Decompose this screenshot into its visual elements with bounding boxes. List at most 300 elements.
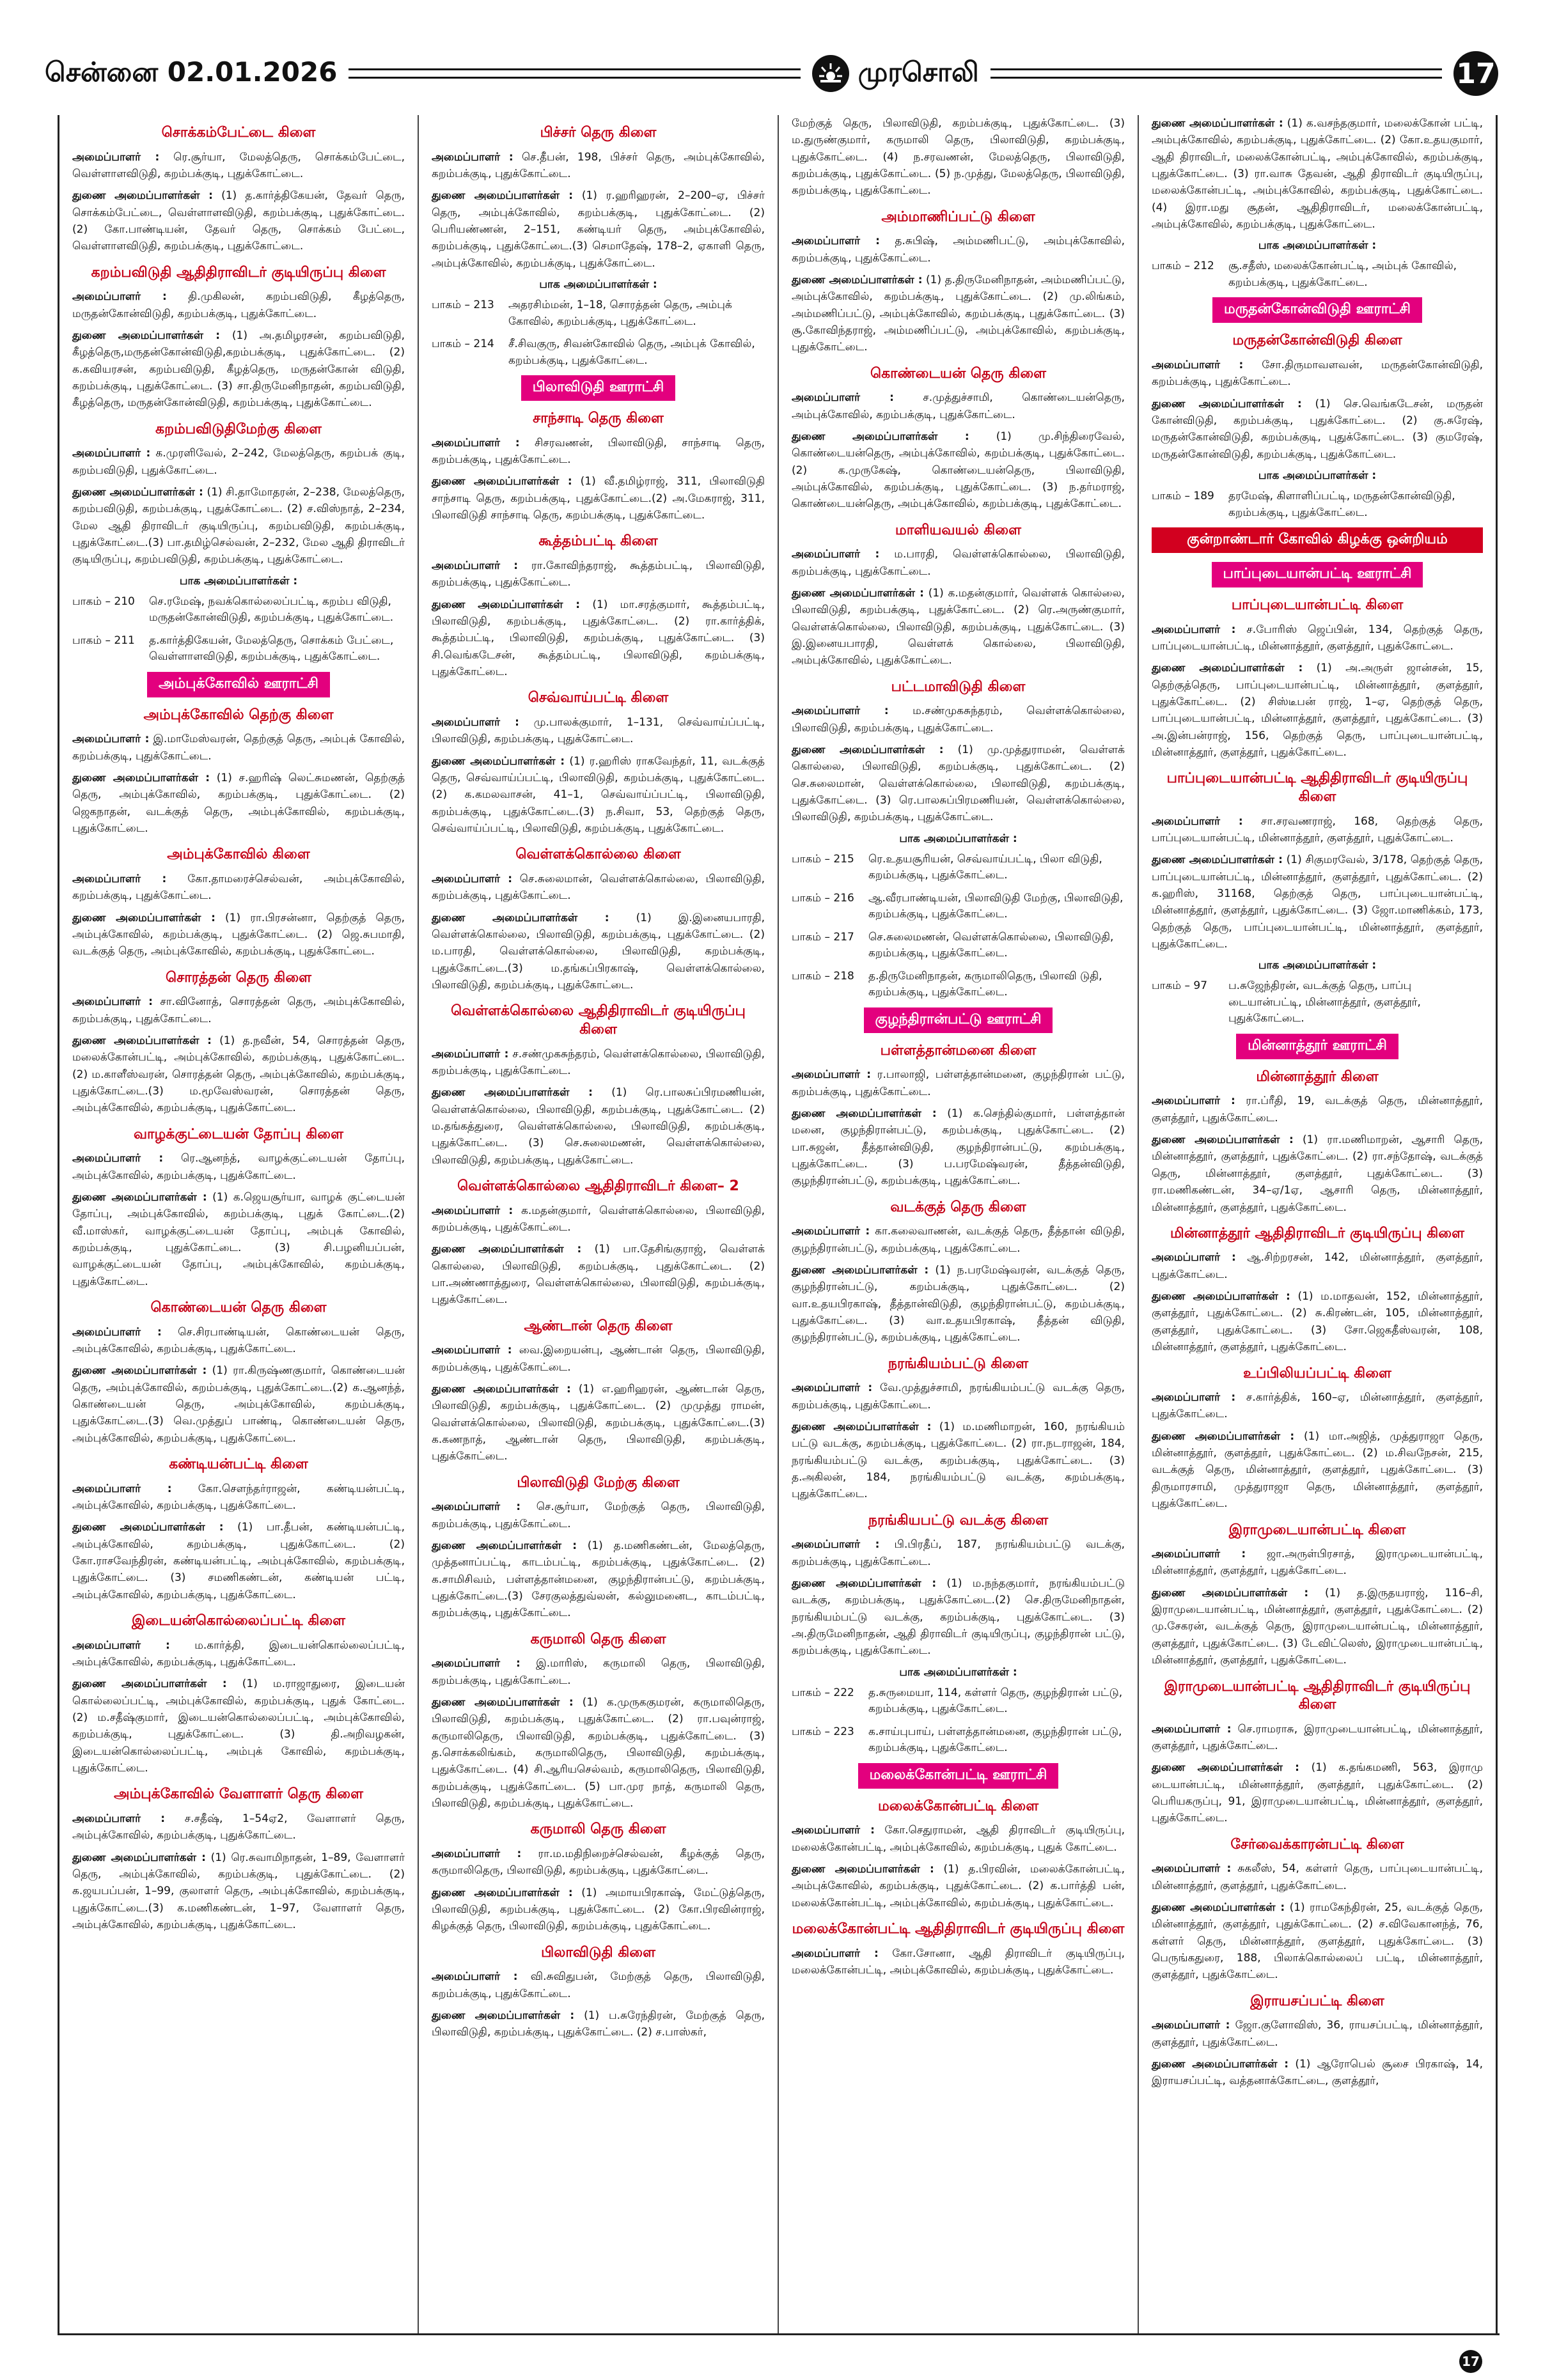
organiser-label: அமைப்பாளர் : [1152,1094,1235,1108]
entry-text: ஆ.சிற்றரசன், 142, மின்னாத்தூர், குளத்தூர், புதுக்கோட்டை. [1152,1251,1483,1281]
booth-section-heading: பாக அமைப்பாளர்கள் : [899,1665,1017,1679]
organiser-label: அமைப்பாளர் : [432,715,519,729]
entry-text: ச.சதீஷ், 1–54ஏ2, வேளாளர் தெரு, அம்புக்கோவில், கறம்பக்குடி, புதுக்கோட்டை. [72,1812,405,1842]
edition-date: சென்னை 02.01.2026 [45,56,338,88]
deputies-label: துணை அமைப்பாளர்கள் : [792,1863,934,1876]
deputies-label: துணை அமைப்பாளர்கள் : [792,743,944,756]
entry-text: (1) ஆரோபெல் சூசை பிரகாஷ், 14, இராயசப்பட்டி, வத்தனாக்கோட்டை, குளத்தூர், [1152,2058,1483,2088]
booth-entry [1152,488,1483,521]
booth-organiser: அதரசிம்மன், 1–18, சொரத்தன் தெரு, அம்புக் கோவில், கறம்பக்குடி, புதுக்கோட்டை. [508,299,732,328]
organiser-label: அமைப்பாளர் : [432,1344,512,1357]
entry-text: (1) மா.அஜித், முத்துராஜா தெரு, மின்னாத்தூர், குளத்தூர், புதுக்கோட்டை. (2) ம.சிவநேசன், 215, வடக்குத் தெரு, மின்னாத்தூர், குளத்தூர், புதுக்கோட்டை. (3) திருமாரசாமி, முத்துராஜா தெரு, மின்னாத்தூர், குளத்தூர், புதுக்கோட்டை. [1152,1429,1483,1511]
booth-organiser: சீ.சிவகுரு, சிவன்கோவில் தெரு, அம்புக் கோவில், கறம்பக்குடி, புதுக்கோட்டை. [508,338,755,367]
deputy-organisers-entry [72,1849,405,1934]
branch-heading: ஆண்டான் தெரு கிளை [524,1318,673,1334]
branch-heading: பிச்சர் தெரு கிளை [540,125,657,141]
entry-text: ரா.ப்ரீதி, 19, வடக்குத் தெரு, மின்னாத்தூர், குளத்தூர், புதுக்கோட்டை. [1152,1094,1484,1124]
organiser-entry [72,871,405,905]
entry-text: (1) த.நவீன், 54, சொரத்தன் தெரு, மலைக்கோன்பட்டி, அம்புக்கோவில், கறம்பக்குடி, புதுக்கோட்டை.(2) ம.காளீஸ்வரன், சொரத்தன் தெரு, அம்புக்கோவில், கறம்பக்குடி, புதுக்கோட்டை.(3) ம.மூவேஸ்வரன், சொரத்தன் தெரு, அம்புக்கோவில், கறம்பக்குடி, புதுக்கோட்டை. [72,1034,405,1115]
booth-number: பாகம் – 215 [792,852,854,866]
branch-heading: சொரத்தன் தெரு கிளை [165,969,311,986]
entry-text: (1) ம.மணிமாறன், 160, நரங்கியம் பட்டு வடக்கு, கறம்பக்குடி, புதுக்கோட்டை. (2) ரா.நடராஜன், 184, நரங்கியம்பட்டு வடக்கு, கறம்பக்குடி, புதுக்கோட்டை. (3) த.அகிலன், 184, நரங்கியம்பட்டு வடக்கு, கறம்பக்குடி, புதுக்கோட்டை. [792,1420,1125,1501]
article-columns [58,115,1500,2333]
deputies-label: துணை அமைப்பாளர்கள் : [432,475,572,488]
booth-entry [432,297,765,330]
organiser-label: அமைப்பாளர் : [432,559,519,572]
deputies-label: துணை அமைப்பாளர்கள் : [72,329,221,342]
deputies-label: துணை அமைப்பாளர்கள் : [1152,853,1283,867]
organiser-label: அமைப்பாளர் : [72,1638,170,1652]
booth-entry [792,968,1125,1001]
branch-heading: அம்புக்கோவில் கிளை [167,846,310,863]
organiser-entry [432,1968,765,2002]
booth-number: பாகம் – 97 [1152,979,1208,993]
organiser-entry [72,445,405,479]
panchayat-banner: மின்னாத்தூர் ஊராட்சி [1236,1034,1398,1059]
entry-text: ச.போரிஸ் ஜெப்பின், 134, தெற்குத் தெரு, பாப்புடையான்பட்டி, மின்னாத்தூர், குளத்தூர், புதுக்கோட்டை. [1152,623,1483,653]
organiser-entry [1152,621,1483,655]
entry-text: (1) த.இருதயராஜ், 116–சி, இராமுடையான்பட்டி, மின்னாத்தூர், குளத்தூர், புதுக்கோட்டை. (2) மு.சேகரன், வடக்குத் தெரு, இராமுடையான்பட்டி, மின்னாத்தூர், குளத்தூர், புதுக்கோட்டை. (3) டேவிட்லெஸ், இராமுடையான்பட்டி, மின்னாத்தூர், குளத்தூர், புதுக்கோட்டை. [1152,1586,1484,1667]
entry-text: த.சுபிஷ், அம்மணிபட்டு, அம்புக்கோவில், கறம்பக்குடி, புதுக்கோட்டை. [792,235,1125,265]
booth-number: பாகம் – 222 [792,1686,854,1699]
entry-text: (1) செ.வெங்கடேசன், மருதன் கோன்விடுதி, கறம்பக்குடி, புதுக்கோட்டை. (2) கு.சுரேஷ், மருதன்கோன்விடுதி, கறம்பக்குடி, புதுக்கோட்டை. (3) குமரேஷ், மருதன்கோன்விடுதி, கறம்பக்குடி, புதுக்கோட்டை. [1152,397,1484,461]
newspaper-name: முரசொலி [858,56,979,88]
deputy-organisers-entry [72,1362,405,1447]
deputies-label: துணை அமைப்பாளர்கள் : [432,754,565,768]
organiser-label: அமைப்பாளர் : [1152,359,1244,371]
organiser-label: அமைப்பாளர் : [792,704,889,718]
deputies-label: துணை அமைப்பாளர்கள் : [432,189,574,203]
column-2 [418,115,778,2333]
branch-heading: கொண்டையன் தெரு கிளை [870,365,1047,382]
organiser-label: அமைப்பாளர் : [432,1500,521,1514]
organiser-entry [432,871,765,905]
organiser-entry [432,1655,765,1689]
booth-organiser: த.கார்த்திகேயன், மேலத்தெரு, சொக்கம் பேட்டை, வெள்ளாளவிடுதி, கறம்பக்குடி, புதுக்கோட்டை. [149,634,394,664]
organiser-label: அமைப்பாளர் : [792,1824,875,1837]
organiser-entry [792,389,1125,423]
organiser-label: அமைப்பாளர் : [792,1068,872,1082]
deputy-organisers-entry [432,753,765,837]
entry-text: (1) த.மணிகண்டன், மேலத்தெரு, முத்தனாப்பட்டி, காடம்பட்டி, கறம்பக்குடி, புதுக்கோட்டை. (2) க.சாமிசிவம், பள்ளத்தான்மனை, குழந்திரான்பட்டு, கறம்பக்குடி, புதுக்கோட்டை.(3) சேரகுலத்துவ்லன், கல்லுமனைட, காடம்பட்டி, கறம்பக்குடி, புதுக்கோட்டை. [432,1539,765,1620]
deputy-organisers-entry [72,1032,405,1117]
branch-heading: பள்ளத்தான்மனை கிளை [880,1042,1037,1059]
organiser-entry [1152,1389,1483,1423]
organiser-label: அமைப்பாளர் : [792,1225,870,1238]
entry-text: (1) இ.இனையபாரதி, வெள்ளக்கொல்லை, பிலாவிடுதி, கறம்பக்குடி, புதுக்கோட்டை. (2) ம.பாரதி, வெள்ளக்கொல்லை, பிலாவிடுதி, கறம்பக்குடி, புதுக்கோட்டை.(3) ம.தங்கப்பிரகாஷ், வெள்ளக்கொல்லை, பிலாவிடுதி, கறம்பக்குடி, புதுக்கோட்டை. [432,911,765,992]
organiser-label: அமைப்பாளர் : [72,872,167,885]
organiser-entry [792,546,1125,580]
deputy-organisers-entry [1152,852,1483,953]
organiser-label: அமைப்பாளர் : [1152,1391,1236,1404]
entry-text: ச.முத்துச்சாமி, கொண்டையன்தெரு, அம்புக்கோவில், கறம்பக்குடி, புதுக்கோட்டை. [792,391,1125,421]
organiser-entry [432,1498,765,1532]
deputies-label: துணை அமைப்பாளர்கள் : [792,1577,937,1590]
organiser-entry [1152,357,1483,391]
branch-heading: கூத்தம்பட்டி கிளை [538,533,658,550]
branch-heading: கருமாலி தெரு கிளை [530,1821,666,1838]
organiser-label: அமைப்பாளர் : [1152,814,1243,828]
branch-heading: அம்புக்கோவில் வேளாளர் தெரு கிளை [114,1786,363,1803]
branch-heading: பட்டமாவிடுதி கிளை [891,678,1026,695]
entry-text: (1) ர.ஹரிஹரன், 2–200–ஏ, பிச்சர் தெரு, அம்புக்கோவில், கறம்பக்குடி, புதுக்கோட்டை. (2) பெரியண்ணன், 2–151, கண்டியர் தெரு, அம்புக்கோவில், கறம்பக்குடி, புதுக்கோட்டை.(3) செமாதேஷ், 178–2, ஏகாளி தெரு, அம்புக்கோவில், கறம்பக்குடி, புதுக்கோட்டை. [432,189,765,270]
booth-organiser: த.சுருமையா, 114, கள்ளர் தெரு, குழந்திரான் பட்டு, கறம்பக்குடி, புதுக்கோட்டை. [868,1686,1123,1716]
deputies-label: துணை அமைப்பாளர்கள் : [432,598,581,611]
deputy-organisers-entry [432,1241,765,1308]
booth-entry [1152,258,1483,291]
column-4 [1138,115,1498,2333]
entry-text: (1) அமாயபிரகாஷ், மேட்டுத்தெரு, பிலாவிடுதி, கறம்பக்குடி, புதுக்கோட்டை. (2) கோ.பிரவின்ராஜ், கிழக்குத் தெரு, பிலாவிடுதி, கறம்பக்குடி, புதுக்கோட்டை. [432,1886,765,1933]
deputy-organisers-entry [792,1861,1125,1911]
entry-text: (1) ராமகேந்திரன், 25, வடக்குத் தெரு, மின்னாத்தூர், குளத்தூர், புதுக்கோட்டை. (2) ச.விவேகானந்த், 76, கள்ளர் தெரு, மின்னாத்தூர், குளத்தூர், புதுக்கோட்டை. (3) பெருங்கதுரை, 188, பிலாக்கொல்லைப் பட்டி, மின்னாத்தூர், குளத்தூர், புதுக்கோட்டை. [1152,1901,1484,1982]
entry-text: (1) அ.தமிழரசன், கறம்பவிடுதி, கீழத்தெரு,மருதன்கோன்விடுதி,கறம்பக்குடி, புதுக்கோட்டை. (2) க.கவியரசன், கறம்பவிடுதி, கீழத்தெரு, மருதன்கோன் விடுதி, கறம்பக்குடி, புதுக்கோட்டை. (3) சா.திருமேனிநாதன், கறம்பவிடுதி, கீழத்தெரு, மருதன்கோன்விடுதி, கறம்பக்குடி, புதுக்கோட்டை. [72,329,405,410]
page-number-badge: 17 [1453,51,1498,96]
organiser-entry [432,1342,765,1376]
masthead-brand [812,55,979,92]
organiser-entry [792,233,1125,267]
entry-text: (1) ர.ஹரிஸ் ராகவேந்தர், 11, வடக்குத் தெரு, செவ்வாய்ப்பட்டி, பிலாவிடுதி, கறம்பக்குடி, புதுக்கோட்டை.(2) க.கமலவாசன், 41–1, செவ்வாய்ப்பட்டி, பிலாவிடுதி, கறம்பக்குடி, புதுக்கோட்டை.(3) ந.சிவா, 53, தெற்குத் தெரு, செவ்வாய்ப்பட்டி, பிலாவிடுதி, கறம்பக்குடி, புதுக்கோட்டை. [432,754,765,835]
deputies-label: துணை அமைப்பாளர்கள் : [1152,1586,1309,1599]
deputy-organisers-entry [72,1676,405,1777]
masthead-rule-left [349,68,800,79]
organiser-entry [792,1536,1125,1570]
entry-text: சா.வினோத், சொரத்தன் தெரு, அம்புக்கோவில், கறம்பக்குடி, புதுக்கோட்டை. [72,995,405,1025]
organiser-label: அமைப்பாளர் : [1152,623,1236,636]
branch-heading: வெள்ளக்கொல்லை கிளை [515,846,681,863]
entry-text: க.மதன்குமார், வெள்ளக்கொல்லை, பிலாவிடுதி, கறம்பக்குடி, புதுக்கோட்டை. [432,1204,765,1234]
deputy-organisers-entry [1152,660,1483,761]
deputy-organisers-entry [792,585,1125,669]
union-banner: குன்றாண்டார் கோவில் கிழக்கு ஒன்றியம் [1152,527,1483,553]
branch-heading: இராயசப்பட்டி கிளை [1250,1993,1384,2009]
entry-text: ரெ.ஆனந்த், வாழக்குட்டையன் தோப்பு, அம்புக்கோவில், கறம்பக்குடி, புதுக்கோட்டை. [72,1152,405,1182]
branch-heading: நரங்கியபட்டு வடக்கு கிளை [868,1512,1049,1528]
entry-text: (1) த.பிரவின், மலைக்கோன்பட்டி, அம்புக்கோவில், கறம்பக்குடி, புதுக்கோட்டை. (2) க.பார்த்தி பன், மலைக்கோன்பட்டி, அம்புக்கோவில், கறம்பக்குடி, புதுக்கோட்டை. [792,1863,1125,1909]
deputy-organisers-entry [72,1519,405,1603]
organiser-label: அமைப்பாளர் : [792,235,880,248]
continued-text: மேற்குத் தெரு, பிலாவிடுதி, கறம்பக்குடி, புதுக்கோட்டை. (3) ம.துருண்குமார், கருமாலி தெரு, பிலாவிடுதி, கறம்பக்குடி, புதுக்கோட்டை. (4) ந.சரவணன், மேலத்தெரு, பிலாவிடுதி, கறம்பக்குடி, புதுக்கோட்டை. (5) ந.முத்து, மேலத்தெரு, பிலாவிடுதி, கறம்பக்குடி, புதுக்கோட்டை. [792,117,1125,198]
organiser-entry [72,149,405,183]
deputy-organisers-entry [1152,115,1483,233]
entry-text: (1) மு.முத்துராமன், வெள்ளக் கொல்லை, பிலாவிடுதி, கறம்பக்குடி, புதுக்கோட்டை. (2) செ.சுலைமான், வெள்ளக்கொல்லை, பிலாவிடுதி, கறம்பக்குடி, புதுக்கோட்டை. (3) ரெ.பாலசுப்பிரமணியன், வெள்ளக்கொல்லை, பிலாவிடுதி, கறம்பக்குடி, புதுக்கோட்டை. [792,743,1125,824]
organiser-label: அமைப்பாளர் : [792,548,880,561]
entry-text: (1) ரா.கிருஷ்ணகுமார், கொண்டையன் தெரு, அம்புக்கோவில், கறம்பக்குடி, புதுக்கோட்டை.(2) க.ஆனந்த், கொண்டையன் தெரு, அம்புக்கோவில், கறம்பக்குடி, புதுக்கோட்டை.(3) வெ.முத்துப் பாண்டி, கொண்டையன் தெரு, அம்புக்கோவில், கறம்பக்குடி, புதுக்கோட்டை. [72,1364,405,1445]
entry-text: ஜா.அருள்பிரசாத், இராமுடையான்பட்டி, மின்னாத்தூர், குளத்தூர், புதுக்கோட்டை. [1152,1548,1484,1578]
entry-text: சா.சரவணராஜ், 168, தெற்குத் தெரு, பாப்புடையான்பட்டி, மின்னாத்தூர், குளத்தூர், புதுக்கோட்டை. [1152,814,1483,844]
deputy-organisers-entry [432,1885,765,1935]
deputy-organisers-entry [432,187,765,272]
deputy-organisers-entry [1152,1428,1483,1513]
entry-text: செ.சிரபாண்டியன், கொண்டையன் தெரு, அம்புக்கோவில், கறம்பக்குடி, புதுக்கோட்டை. [72,1325,405,1355]
branch-heading: இடையன்கொல்லைப்பட்டி கிளை [131,1612,346,1629]
branch-heading: செவ்வாய்பட்டி கிளை [528,690,669,706]
organiser-label: அமைப்பாளர் : [432,872,513,885]
organiser-label: அமைப்பாளர் : [792,1538,880,1552]
booth-entry [792,1685,1125,1718]
deputies-label: துணை அமைப்பாளர்கள் : [432,911,609,924]
panchayat-banner: மலைக்கோன்பட்டி ஊராட்சி [858,1763,1059,1789]
deputy-organisers-entry [72,770,405,837]
deputies-label: துணை அமைப்பாளர்கள் : [1152,2058,1289,2071]
entry-text: மு.பாலக்குமார், 1–131, செவ்வாய்ப்பட்டி, பிலாவிடுதி, கறம்பக்குடி, புதுக்கோட்டை. [432,715,765,746]
branch-heading: சொக்கம்பேட்டை கிளை [161,125,316,141]
entry-text: ரா.கோவிந்தராஜ், கூத்தம்பட்டி, பிலாவிடுதி, கறம்பக்குடி, புதுக்கோட்டை. [432,559,765,589]
branch-heading: பாப்புடையான்பட்டி ஆதிதிராவிடர் குடியிருப்பு கிளை [1166,770,1468,805]
organiser-label: அமைப்பாளர் : [1152,1251,1236,1264]
booth-entry [72,633,405,665]
deputy-organisers-entry [72,1189,405,1290]
organiser-entry [1152,1721,1483,1755]
booth-entry [1152,978,1483,1027]
deputy-organisers-entry [1152,1759,1483,1826]
entry-text: (1) க.வசந்தகுமார், மலைக்கோன் பட்டி, அம்புக்கோவில், கறம்பக்குடி, புதுக்கோட்டை. (2) கோ.உதயகுமார், ஆதி திராவிடர், மலைக்கோன்பட்டி, அம்புக்கோவில், கறம்பக்குடி, புதுக்கோட்டை. (3) ரா.வாசு தேவன், ஆதி திராவிடர் குடியிருப்பு, மலைக்கோன்பட்டி, அம்புக்கோவில், கறம்பக்குடி, புதுக்கோட்டை. (4) இரா.மது சூதன், ஆதிதிராவிடர், மலைக்கோன்பட்டி, அம்புக்கோவில், கறம்பக்குடி, புதுக்கோட்டை. [1152,117,1484,231]
branch-heading: இராமுடையான்பட்டி ஆதிதிராவிடர் குடியிருப்பு கிளை [1164,1678,1471,1713]
entry-text: சிசரவணன், பிலாவிடுதி, சாந்சாடி தெரு, கறம்பக்குடி, புதுக்கோட்டை. [432,436,765,466]
entry-text: இ.மாமேஸ்வரன், தெற்குத் தெரு, அம்புக் கோவில், கறம்பக்குடி, புதுக்கோட்டை. [72,733,405,763]
organiser-label: அமைப்பாளர் : [432,1047,509,1061]
deputies-label: துணை அமைப்பாளர்கள் : [432,1886,573,1899]
booth-section-heading: பாக அமைப்பாளர்கள் : [1258,469,1377,483]
entry-text: (1) பா.தீபன், கண்டியன்பட்டி, அம்புக்கோவில், கறம்பக்குடி, புதுக்கோட்டை. (2) கோ.ராசவேந்திரன், கண்டியன்பட்டி, அம்புக்கோவில், கறம்பக்குடி, புதுக்கோட்டை. (3) சமணிகண்டன், கண்டியன் பட்டி, அம்புக்கோவில், கறம்பக்குடி, புதுக்கோட்டை. [72,1521,405,1601]
branch-heading: அம்மாணிப்பட்டு கிளை [881,208,1035,225]
deputies-label: துணை அமைப்பாளர்கள் : [432,1382,571,1396]
booth-section-heading: பாக அமைப்பாளர்கள் : [899,832,1017,845]
booth-number: பாகம் – 213 [432,299,494,311]
branch-heading: பாப்புடையான்பட்டி கிளை [1231,597,1404,614]
branch-heading: மின்னாத்தூர் ஆதிதிராவிடர் குடியிருப்பு கிளை [1170,1225,1464,1241]
deputies-label: துணை அமைப்பாளர்கள் : [792,1264,929,1277]
deputy-organisers-entry [72,187,405,254]
entry-text: (1) க.ஜெயசூர்யா, வாழக் குட்டையன் தோப்பு, அம்புக்கோவில், கறம்பக்குடி, புதுக் கோட்டை.(2) வீ.மாஸ்கர், வாழக்குட்டையன் தோப்பு, அம்புக் கோவில், கறம்பக்குடி, புதுக்கோட்டை. (3) சி.பழனியப்பன், வாழக்குட்டையன் தோப்பு, அம்புக்கோவில், கறம்பக்குடி, புதுக்கோட்டை. [72,1190,405,1288]
deputies-label: துணை அமைப்பாளர்கள் : [1152,1290,1290,1303]
branch-heading: கண்டியன்பட்டி கிளை [169,1456,308,1472]
organiser-label: அமைப்பாளர் : [72,447,151,460]
organiser-entry [792,1066,1125,1100]
organiser-entry [1152,1093,1483,1126]
deputy-organisers-entry [1152,396,1483,463]
deputy-organisers-entry [792,1419,1125,1503]
organiser-label: அமைப்பாளர் : [432,1204,513,1217]
deputy-organisers-entry [432,1084,765,1169]
deputies-label: துணை அமைப்பாளர்கள் : [72,485,203,499]
deputy-organisers-entry [432,473,765,524]
entry-text: செ.தீபன், 198, பிச்சர் தெரு, அம்புக்கோவில், கறம்பக்குடி, புதுக்கோட்டை. [432,150,765,180]
organiser-label: அமைப்பாளர் : [792,391,894,405]
deputy-organisers-entry [1152,1899,1483,1984]
column-1 [58,115,418,2333]
entry-text: இ.மாரிஸ், கருமாலி தெரு, பிலாவிடுதி, கறம்பக்குடி, புதுக்கோட்டை. [432,1657,765,1687]
panchayat-banner: குழந்திரான்பட்டு ஊராட்சி [864,1007,1053,1033]
entry-text: க.முரளிவேல், 2–242, மேலத்தெரு, கறம்பக் குடி, கறம்பவிடுதி, புதுக்கோட்டை. [72,447,405,477]
deputies-label: துணை அமைப்பாளர்கள் : [1152,1133,1294,1147]
booth-organiser: ரெ.உதயசூரியன், செவ்வாய்பட்டி, பிலா விடுதி, கறம்பக்குடி, புதுக்கோட்டை. [868,852,1102,882]
organiser-label: அமைப்பாளர் : [432,436,520,449]
booth-number: பாகம் – 218 [792,969,854,983]
branch-heading: சேர்வைக்காரன்பட்டி கிளை [1230,1836,1404,1853]
deputy-organisers-entry [432,596,765,681]
entry-text: கோ.சோனா, ஆதி திராவிடர் குடியிருப்பு, மலைக்கோன்பட்டி, அம்புக்கோவில், கறம்பக்குடி, புதுக்கோட்டை. [792,1947,1125,1977]
rising-sun-logo-icon [812,55,849,92]
entry-text: (1) க.முருககுமரன், கருமாலிதெரு, பிலாவிடுதி, கறம்பக்குடி, புதுக்கோட்டை. (2) ரா.பவுன்ராஜ், கருமாலிதெரு, பிலாவிடுதி, கறம்பக்குடி, புதுக்கோட்டை. (3) த.சொக்கலிங்கம், கருமாலிதெரு, பிலாவிடுதி, கறம்பக்குடி, புதுக்கோட்டை. (4) சி.ஆரியசெல்வம், கருமாலிதெரு, பிலாவிடுதி, கறம்பக்குடி, புதுக்கோட்டை. (5) பா.முர நாத், கருமாலி தெரு, பிலாவிடுதி, கறம்பக்குடி, புதுக்கோட்டை. [432,1695,765,1810]
organiser-entry [792,1945,1125,1979]
bottom-rule [58,2333,1500,2335]
entry-text: கோ.செதுராமன், ஆதி திராவிடர் குடியிருப்பு, மலைக்கோன்பட்டி, அம்புக்கோவில், கறம்பக்குடி, புதுக் கோட்டை. [792,1824,1125,1854]
booth-organiser: தரமேஷ், கிளாளிப்பட்டி, மருதன்கோன்விடுதி, கறம்பக்குடி, புதுக்கோட்டை. [1228,490,1455,519]
booth-entry [72,594,405,626]
organiser-entry [1152,813,1483,847]
deputies-label: துணை அமைப்பாளர்கள் : [792,1107,937,1120]
booth-organiser: செ.ரமேஷ், நவக்கொல்லைப்பட்டி, கறம்ப விடுதி, மருதன்கோன்விடுதி, கறம்பக்குடி, புதுக்கோட்டை. [149,595,394,625]
booth-number: பாகம் – 210 [72,595,135,608]
organiser-label: அமைப்பாளர் : [72,150,160,164]
branch-heading: கறம்பவிடுதிமேற்கு கிளை [155,421,322,437]
deputies-label: துணை அமைப்பாளர்கள் : [1152,662,1303,675]
deputies-label: துணை அமைப்பாளர்கள் : [792,587,924,600]
booth-organiser: க.சாய்புபாய், பள்ளத்தான்மனை, குழந்திரான் பட்டு, கறம்பக்குடி, புதுக்கோட்டை. [868,1725,1122,1755]
entry-text: (1) மா.சரத்குமார், கூத்தம்பட்டி, பிலாவிடுதி, கறம்பக்குடி, புதுக்கோட்டை. (2) ரா.கார்த்திக், கூத்தம்பட்டி, பிலாவிடுதி, கறம்பக்குடி, புதுக்கோட்டை. (3) சி.வெங்கடேசன், கூத்தம்பட்டி, பிலாவிடுதி, கறம்பக்குடி, புதுக்கோட்டை. [432,598,765,678]
footer-page-number: 17 [1459,2350,1482,2373]
deputy-organisers-entry [1152,1585,1483,1669]
entry-text: ரெ.சூர்யா, மேலத்தெரு, சொக்கம்பேட்டை, வெள்ளாளவிடுதி, கறம்பக்குடி, புதுக்கோட்டை. [72,150,405,180]
deputies-label: துணை அமைப்பாளர்கள் : [72,1190,207,1204]
organiser-entry [432,1202,765,1236]
entry-text: வி.சுவிதுபன், மேற்குத் தெரு, பிலாவிடுதி, கறம்பக்குடி, புதுக்கோட்டை. [432,1970,765,2000]
organiser-entry [72,1637,405,1671]
entry-text: ரா.ம.மதிநிறைச்செல்வன், கீழக்குத் தெரு, கருமாலிதெரு, பிலாவிடுதி, கறம்பக்குடி, புதுக்கோட்டை. [432,1847,765,1878]
entry-text: (1) அ.அருள் ஜான்சன், 15, தெற்குத்தெரு, பாப்புடையான்பட்டி, மின்னாத்தூர், குளத்தூர், புதுக்கோட்டை. (2) சிஸ்டீபன் ராஜ், 1–ஏ, தெற்குத் தெரு, பாப்புடையான்பட்டி, மின்னாத்தூர், குளத்தூர், புதுக்கோட்டை. (3) அ.இன்பன்ராஜ், 156, தெற்குத் தெரு, பாப்புடையான்பட்டி, மின்னாத்தூர், குளத்தூர், புதுக்கோட்டை. [1152,662,1484,759]
deputies-label: துணை அமைப்பாளர்கள் : [72,1677,227,1691]
branch-heading: அம்புக்கோவில் தெற்கு கிளை [143,706,334,723]
booth-section-heading: பாக அமைப்பாளர்கள் : [1258,959,1377,972]
entry-text: (1) ரா.மணிமாறன், ஆசாரி தெரு, மின்னாத்தூர், குளத்தூர், புதுக்கோட்டை. (2) ரா.சந்தோஷ், வடக்குத் தெரு, மின்னாத்தூர், குளத்தூர், புதுக்கோட்டை. (3) ரா.மணிகண்டன், 34–ஏ/1ஏ, ஆசாரி தெரு, மின்னாத்தூர், மின்னாத்தூர், குளத்தூர், புதுக்கோட்டை. [1152,1133,1484,1214]
deputy-organisers-entry [432,1381,765,1465]
organiser-entry [432,435,765,469]
entry-text: (1) சிகுமரவேல், 3/178, தெற்குத் தெரு, பாப்புடையான்பட்டி, மின்னாத்தூர், குளத்தூர், புதுக்கோட்டை. (2) க.ஹரிஸ், 31168, தெற்குத் தெரு, பாப்புடையான்பட்டி, மின்னாத்தூர், குளத்தூர், புதுக்கோட்டை. (3) ஜோ.மாணிக்கம், 173, தெற்குத் தெரு, பாப்புடையான்பட்டி, மின்னாத்தூர், குளத்தூர், புதுக்கோட்டை. [1152,853,1483,951]
organiser-entry [432,1846,765,1879]
branch-heading: பிலாவிடுதி மேற்கு கிளை [517,1474,680,1491]
entry-text: வே.முத்துச்சாமி, நரங்கியம்பட்டு வடக்கு தெரு, கறம்பக்குடி, புதுக்கோட்டை. [792,1381,1125,1412]
entry-text: (1) ச.ஹரிஷ் லெட்சுமணன், தெற்குத் தெரு, அம்புக்கோவில், கறம்பக்குடி, புதுக்கோட்டை. (2) ஜெகநாதன், வடக்குத் தெரு, அம்புக்கோவில், கறம்பக்குடி, புதுக்கோட்டை. [72,771,405,835]
entry-text: செ.ராமராசு, இராமுடையான்பட்டி, மின்னாத்தூர், குளத்தூர், புதுக்கோட்டை. [1152,1722,1484,1753]
deputy-organisers-entry [432,1537,765,1622]
deputies-label: துணை அமைப்பாளர்கள் : [72,771,210,784]
organiser-entry [432,714,765,748]
booth-organiser: செ.சுலைமணன், வெள்ளக்கொல்லை, பிலாவிடுதி, கறம்பக்குடி, புதுக்கோட்டை. [868,930,1114,960]
branch-heading: வடக்குத் தெரு கிளை [890,1199,1026,1215]
booth-entry [792,852,1125,884]
booth-number: பாகம் – 189 [1152,490,1214,503]
branch-heading: சாந்சாடி தெரு கிளை [533,410,664,426]
entry-text: ச.கார்த்திக், 160–ஏ, மின்னாத்தூர், குளத்தூர், புதுக்கோட்டை. [1152,1391,1483,1421]
deputies-label: துணை அமைப்பாளர்கள் : [432,1695,574,1709]
organiser-label: அமைப்பாளர் : [1152,2019,1230,2032]
entry-text: (1) ரெ.சுவாமிநாதன், 1–89, வேளாளர் தெரு, அம்புக்கோவில், கறம்பக்குடி, புதுக்கோட்டை. (2) க.ஜயபப்பன், 1–99, குலாளர் தெரு, அம்புக்கோவில், கறம்பக்குடி, புதுக்கோட்டை.(3) க.மணிகண்டன், 1–97, வேளாளர் தெரு, அம்புக்கோவில், கறம்பக்குடி, புதுக்கோட்டை. [72,1851,405,1931]
organiser-entry [72,993,405,1027]
booth-organiser: த.திருமேனிநாதன், கருமாலிதெரு, பிலாவி டுதி, கறம்பக்குடி, புதுக்கோட்டை. [868,969,1102,999]
organiser-label: அமைப்பாளர் : [72,1325,162,1339]
branch-heading: வெள்ளக்கொல்லை ஆதிதிராவிடர் கிளை– 2 [457,1178,739,1194]
booth-number: பாகம் – 211 [72,634,135,647]
deputy-organisers-entry [1152,1132,1483,1216]
booth-number: பாகம் – 217 [792,930,854,944]
entry-text: (1) த.திருமேனிநாதன், அம்மணிப்பட்டு, அம்புக்கோவில், கறம்பக்குடி, புதுக்கோட்டை. (2) மு.லிங்கம், அம்மணிப்பட்டு, அம்புக்கோவில், கறம்பக்குடி, புதுக்கோட்டை. (3) சூ.கோவிந்தராஜ், அம்மணிப்பட்டு, அம்புக்கோவில், கறம்பக்குடி, புதுக்கோட்டை. [792,274,1125,354]
deputy-organisers-entry [792,1575,1125,1660]
deputy-organisers-entry [1152,2056,1483,2090]
organiser-label: அமைப்பாளர் : [72,733,150,746]
entry-text: கோ.தாமரைச்செல்வன், அம்புக்கோவில், கறம்பக்குடி, புதுக்கோட்டை. [72,872,405,903]
deputies-label: துணை அமைப்பாளர்கள் : [792,430,969,443]
booth-organiser: சூ.சதீஸ், மலைக்கோன்பட்டி, அம்புக் கோவில், கறம்பக்குடி, புதுக்கோட்டை. [1228,260,1457,289]
organiser-entry [72,1810,405,1844]
branch-heading: வெள்ளக்கொல்லை ஆதிதிராவிடர் குடியிருப்பு கிளை [451,1003,746,1038]
entry-text: ர.பாலாஜி, பள்ளத்தான்மனை, குழந்திரான் பட்டு, கறம்பக்குடி, புதுக்கோட்டை. [792,1068,1125,1098]
entry-text: (1) க.தங்கமணி, 563, இராமு டையான்பட்டி, மின்னாத்தூர், குளத்தூர், புதுக்கோட்டை. (2) பெரியகருப்பு, 91, இராமுடையான்பட்டி, மின்னாத்தூர், குளத்தூர், புதுக்கோட்டை. [1152,1761,1484,1825]
deputies-label: துணை அமைப்பாளர்கள் : [72,1364,207,1378]
entry-text: பி.பிரதீப், 187, நரங்கியம்பட்டு வடக்கு, கறம்பக்குடி, புதுக்கோட்டை. [792,1538,1125,1568]
organiser-entry [792,1822,1125,1856]
organiser-entry [792,1223,1125,1257]
booth-organiser: ஆ.வீரபாண்டியன், பிலாவிடுதி மேற்கு, பிலாவிடுதி, கறம்பக்குடி, புதுக்கோட்டை. [868,891,1124,921]
branch-heading: கறம்பவிடுதி ஆதிதிராவிடர் குடியிருப்பு கிளை [91,264,386,281]
booth-section-heading: பாக அமைப்பாளர்கள் : [179,574,298,587]
organiser-label: அமைப்பாளர் : [72,1152,164,1165]
deputy-organisers-entry [792,1105,1125,1190]
booth-section-heading: பாக அமைப்பாளர்கள் : [1258,239,1377,253]
organiser-label: அமைப்பாளர் : [432,1970,518,1984]
organiser-entry [72,1324,405,1358]
entry-text: (1) க.மதன்குமார், வெள்ளக் கொல்லை, பிலாவிடுதி, கறம்பக்குடி, புதுக்கோட்டை. (2) ரெ.அருண்குமார், வெள்ளக்கொல்லை, பிலாவிடுதி, கறம்பக்குடி, புதுக்கோட்டை. (3) இ.இனையபாரதி, வெள்ளக் கொல்லை, பிலாவிடுதி, அம்புக்கோவில், புதுக்கோட்டை. [792,587,1125,667]
panchayat-banner: பிலாவிடுதி ஊராட்சி [521,375,675,401]
branch-heading: மலைக்கோன்பட்டி கிளை [877,1798,1039,1814]
entry-text: ச.சண்முகசுந்தரம், வெள்ளக்கொல்லை, பிலாவிடுதி, கறம்பக்குடி, புதுக்கோட்டை. [432,1047,765,1077]
deputies-label: துணை அமைப்பாளர்கள் : [72,1521,224,1534]
entry-text: (1) ம.ராஜாதுரை, இடையன் கொல்லைப்பட்டி, அம்புக்கோவில், கறம்பக்குடி, புதுக் கோட்டை. (2) ம.சதீஷ்குமார், இடையன்கொல்லைப்பட்டி, அம்புக்கோவில், கறம்பக்குடி, புதுக்கோட்டை. (3) தி.அறிவழகன், இடையன்கொல்லைப்பட்டி, அம்புக் கோவில், கறம்பக்குடி, புதுக்கோட்டை. [72,1677,405,1775]
organiser-entry [72,1481,405,1514]
booth-section-heading: பாக அமைப்பாளர்கள் : [539,278,657,291]
deputy-organisers-entry [432,910,765,994]
organiser-entry [1152,1860,1483,1894]
booth-entry [792,891,1125,923]
branch-heading: வாழக்குட்டையன் தோப்பு கிளை [134,1126,343,1142]
masthead [45,45,1498,102]
branch-heading: மாளியவயல் கிளை [895,522,1021,538]
organiser-label: அமைப்பாளர் : [72,1482,172,1495]
organiser-label: அமைப்பாளர் : [72,995,153,1009]
organiser-label: அமைப்பாளர் : [1152,1548,1246,1561]
deputy-organisers-entry [792,272,1125,356]
branch-heading: கொண்டையன் தெரு கிளை [150,1299,327,1316]
deputies-label: துணை அமைப்பாளர்கள் : [432,2009,575,2022]
branch-heading: மருதன்கோன்விடுதி கிளை [1232,332,1402,349]
booth-number: பாகம் – 214 [432,338,494,350]
booth-entry [792,1724,1125,1757]
entry-text: கா.கலைவாணன், வடக்குத் தெரு, தீத்தான் விடுதி, குழந்திரான்பட்டு, கறம்பக்குடி, புதுக்கோட்டை. [792,1225,1125,1255]
organiser-entry [1152,1546,1483,1580]
organiser-label: அமைப்பாளர் : [792,1947,879,1960]
deputy-organisers-entry [432,2007,765,2041]
organiser-label: அமைப்பாளர் : [432,1657,521,1670]
deputy-organisers-entry [1152,1288,1483,1355]
entry-text: தி.முகிலன், கறம்பவிடுதி, கீழத்தெரு, மருதன்கோன்விடுதி, கறம்பக்குடி, புதுக்கோட்டை. [72,290,405,320]
organiser-label: அமைப்பாளர் : [72,1812,166,1825]
masthead-rule-right [991,68,1442,79]
entry-text: (1) சி.தாமோதரன், 2–238, மேலத்தெரு, கறம்பவிடுதி, கறம்பக்குடி, புதுக்கோட்டை. (2) ச.விஸ்நாத், 2–234, மேல ஆதி திராவிடர் குடியிருப்பு, கறம்பவிடுதி, கறம்பக்குடி, புதுக்கோட்டை.(3) பா.தமிழ்செல்வன், 2–232, மேல ஆதி திராவிடர் குடியிருப்பு, கறம்பவிடுதி, கறம்பக்குடி, புதுக்கோட்டை. [72,485,405,566]
deputies-label: துணை அமைப்பாளர்கள் : [432,1539,577,1552]
branch-heading: மின்னாத்தூர் கிளை [1256,1068,1379,1085]
organiser-entry [72,731,405,765]
booth-number: பாகம் – 223 [792,1725,854,1738]
entry-text: செ.சூர்யா, மேற்குத் தெரு, பிலாவிடுதி, கறம்பக்குடி, புதுக்கோட்டை. [432,1500,765,1530]
